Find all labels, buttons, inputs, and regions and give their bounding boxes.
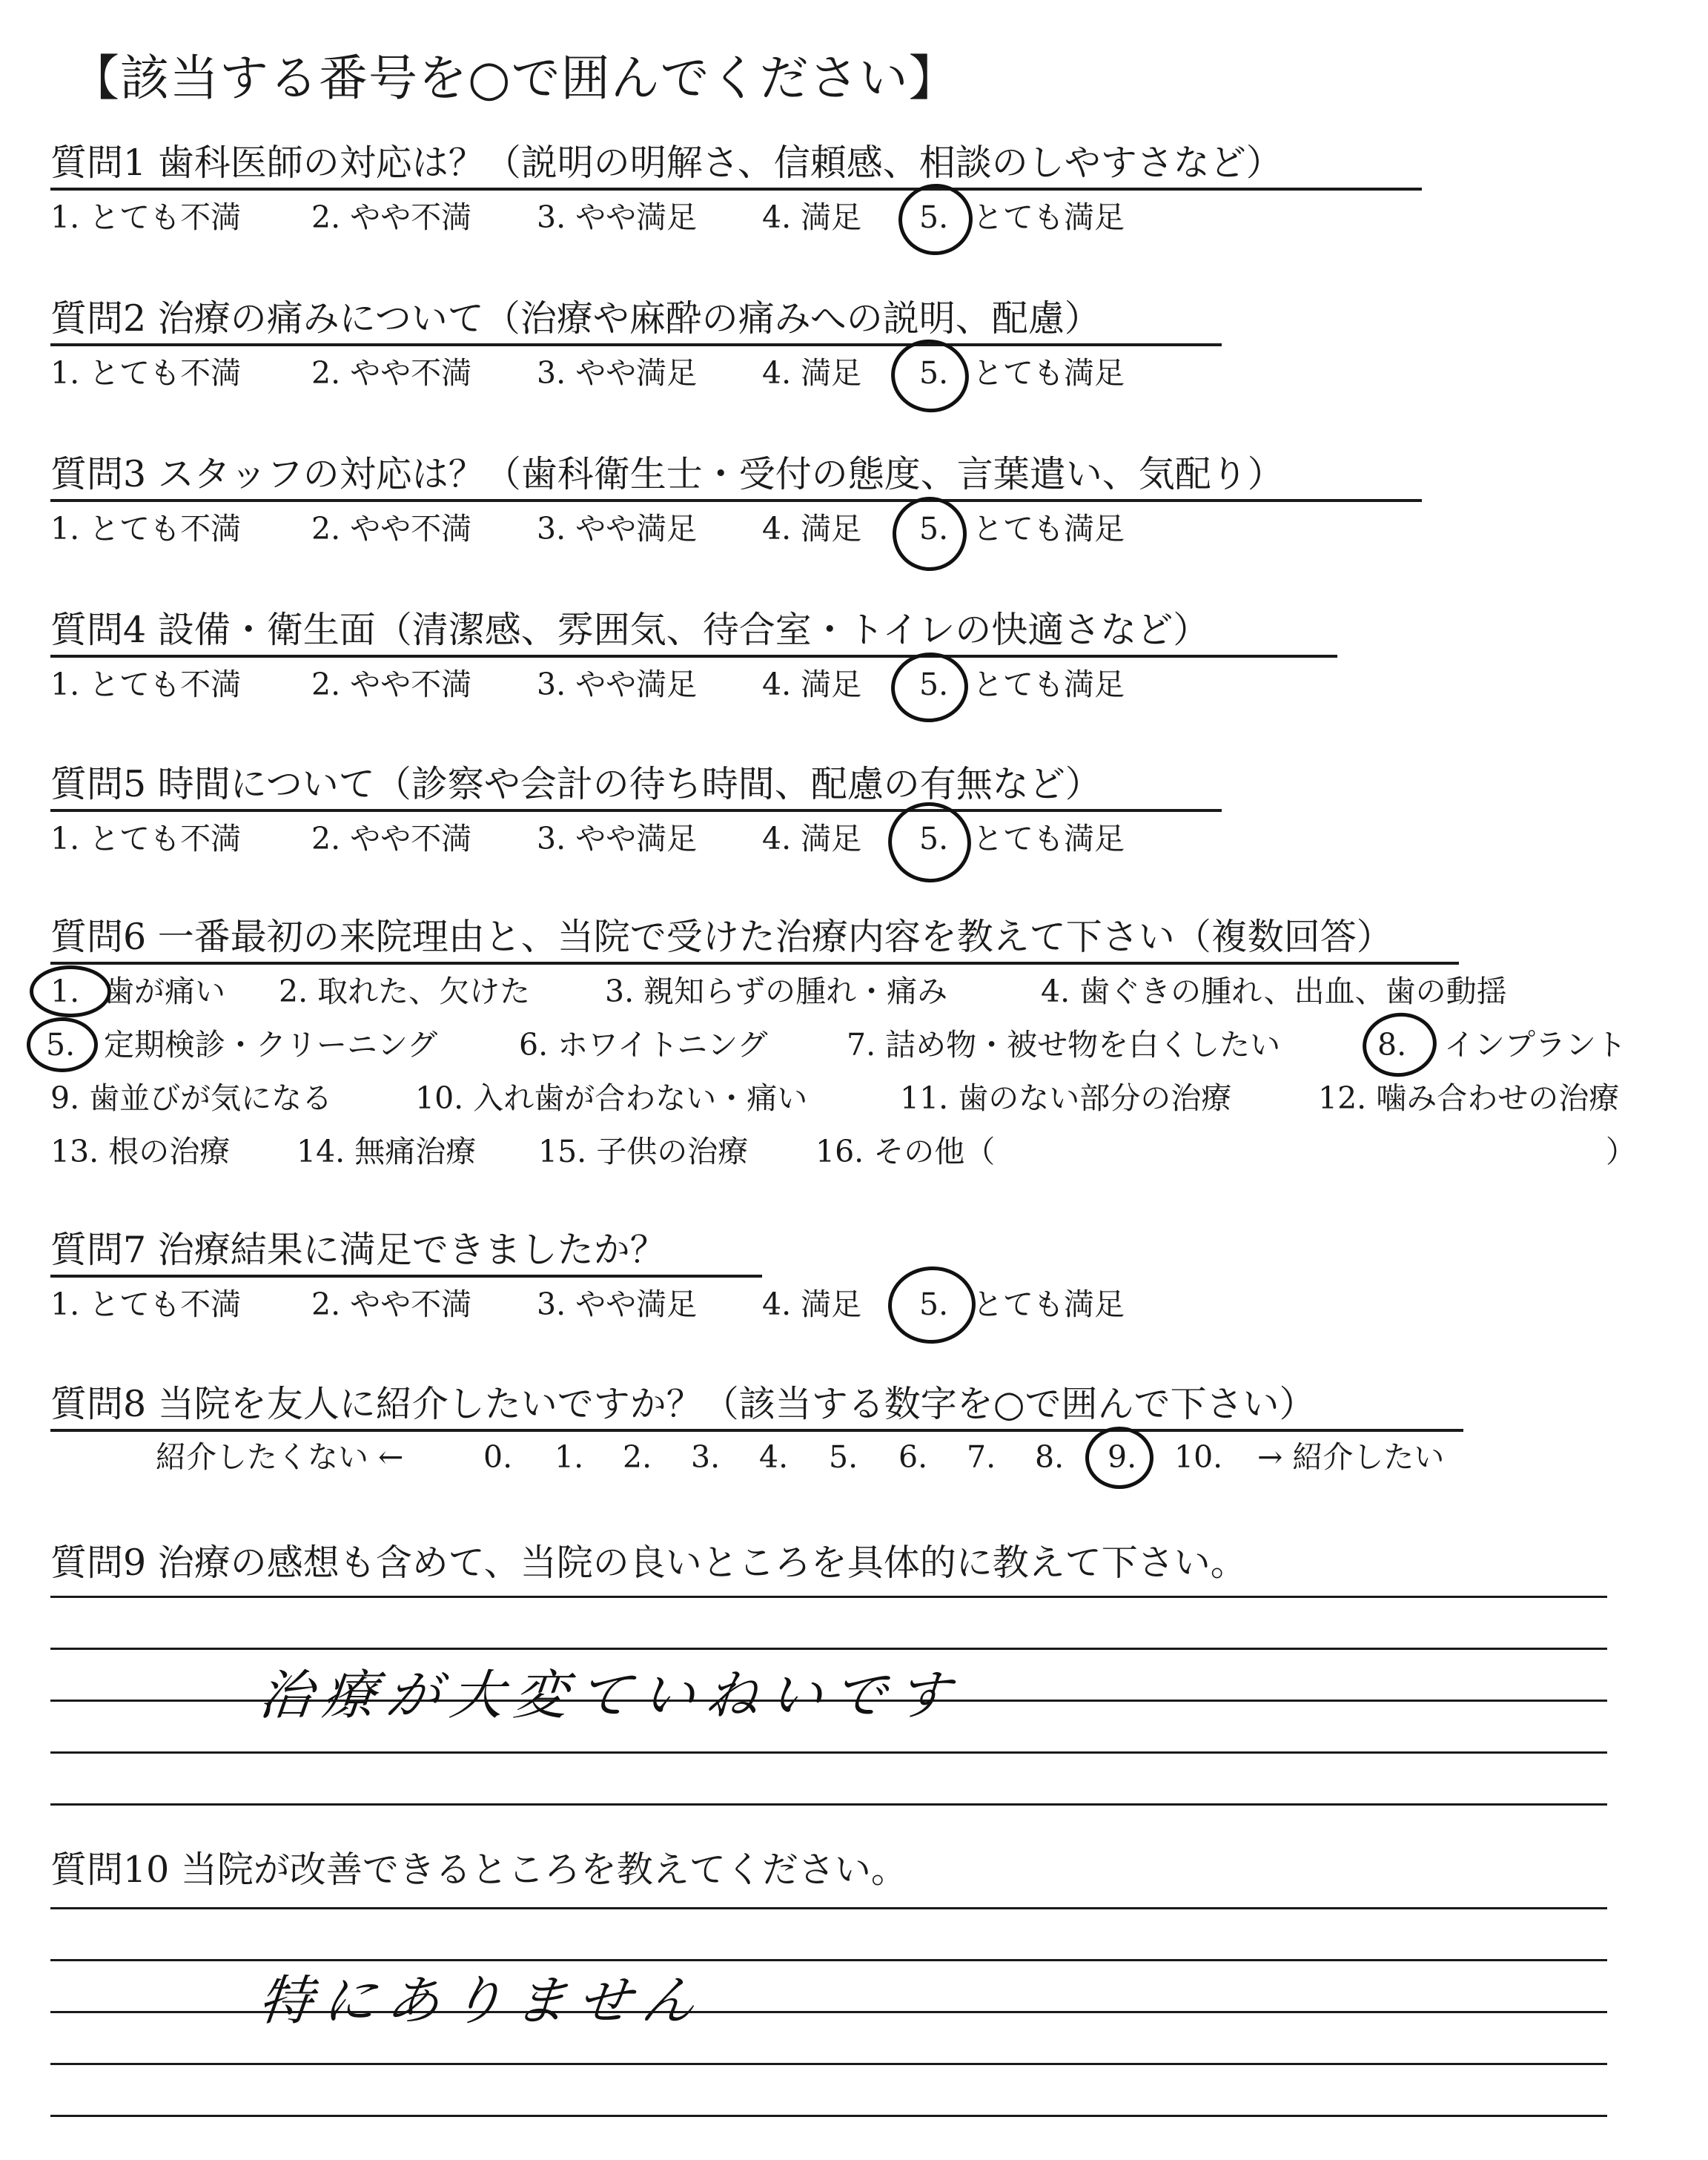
q8-option-3[interactable]: 3. xyxy=(691,1439,721,1475)
q9-answer-line-5 xyxy=(50,1803,1607,1806)
q1-option-3[interactable]: 3. やや満足 xyxy=(537,199,698,235)
q8-option-4[interactable]: 4. xyxy=(759,1439,789,1475)
q6-option-16[interactable]: 16. その他（ xyxy=(815,1134,996,1169)
q6-option-13[interactable]: 13. 根の治療 xyxy=(50,1134,231,1169)
question-7-underline xyxy=(50,1275,762,1278)
q8-option-1[interactable]: 1. xyxy=(555,1439,584,1475)
question-8-underline xyxy=(50,1429,1463,1432)
q8-option-8[interactable]: 8. xyxy=(1035,1439,1065,1475)
q4-option-5[interactable]: 5. xyxy=(919,667,949,702)
q5-option-5[interactable]: 5. xyxy=(919,821,949,856)
q3-option-5-label: とても満足 xyxy=(973,511,1125,546)
q1-selection-circle xyxy=(894,179,977,260)
q7-option-1[interactable]: 1. とても不満 xyxy=(50,1287,242,1322)
q9-answer-line-1 xyxy=(50,1596,1607,1598)
q6-option-16-close: ） xyxy=(1606,1134,1636,1169)
q5-option-1[interactable]: 1. とても不満 xyxy=(50,821,242,856)
q1-option-2[interactable]: 2. やや不満 xyxy=(311,199,472,235)
q10-handwritten-answer[interactable]: 特にありません xyxy=(255,1969,709,2032)
q8-option-9[interactable]: 9. xyxy=(1108,1439,1137,1475)
q6-selection-circle-8 xyxy=(1359,1008,1441,1081)
q6-option-14[interactable]: 14. 無痛治療 xyxy=(297,1134,477,1169)
q2-option-2[interactable]: 2. やや不満 xyxy=(311,355,472,391)
q6-option-8-label: インプラント xyxy=(1444,1027,1626,1063)
q6-option-6[interactable]: 6. ホワイトニング xyxy=(519,1027,768,1063)
q8-option-2[interactable]: 2. xyxy=(623,1439,652,1475)
q7-option-5[interactable]: 5. xyxy=(919,1287,949,1322)
q4-option-1[interactable]: 1. とても不満 xyxy=(50,667,242,702)
question-7-title: 質問7 治療結果に満足できましたか？ xyxy=(50,1229,666,1271)
q4-option-4[interactable]: 4. 満足 xyxy=(762,667,862,702)
q9-answer-line-4 xyxy=(50,1751,1607,1754)
q2-option-5-label: とても満足 xyxy=(973,355,1125,391)
q5-option-2[interactable]: 2. やや不満 xyxy=(311,821,472,856)
q7-option-2[interactable]: 2. やや不満 xyxy=(311,1287,472,1322)
q8-option-5[interactable]: 5. xyxy=(829,1439,858,1475)
q2-option-1[interactable]: 1. とても不満 xyxy=(50,355,242,391)
q8-option-7[interactable]: 7. xyxy=(967,1439,996,1475)
q6-option-15[interactable]: 15. 子供の治療 xyxy=(538,1134,749,1169)
question-6-underline xyxy=(50,962,1459,965)
question-3-underline xyxy=(50,499,1422,502)
q6-option-10[interactable]: 10. 入れ歯が合わない・痛い xyxy=(415,1080,808,1116)
q8-option-6[interactable]: 6. xyxy=(898,1439,928,1475)
question-3-title: 質問3 スタッフの対応は？（歯科衛生士・受付の態度、言葉遣い、気配り） xyxy=(50,453,1284,495)
question-5-title: 質問5 時間について（診察や会計の待ち時間、配慮の有無など） xyxy=(50,763,1102,805)
q4-option-3[interactable]: 3. やや満足 xyxy=(537,667,698,702)
q6-option-2[interactable]: 2. 取れた、欠けた xyxy=(279,974,531,1009)
q6-option-5-label: 定期検診・クリーニング xyxy=(104,1027,438,1063)
q6-option-1-label: 歯が痛い xyxy=(104,974,225,1009)
q3-option-4[interactable]: 4. 満足 xyxy=(762,511,862,546)
q3-selection-circle xyxy=(889,493,970,575)
q10-answer-line-1 xyxy=(50,1907,1607,1909)
q4-option-2[interactable]: 2. やや不満 xyxy=(311,667,472,702)
question-1-underline xyxy=(50,188,1422,191)
q5-option-4[interactable]: 4. 満足 xyxy=(762,821,862,856)
q5-option-3[interactable]: 3. やや満足 xyxy=(537,821,698,856)
q6-selection-circle-5 xyxy=(27,1017,98,1072)
question-5-underline xyxy=(50,809,1222,812)
q1-option-1[interactable]: 1. とても不満 xyxy=(50,199,242,235)
q2-option-5[interactable]: 5. xyxy=(919,355,949,391)
question-1-title: 質問1 歯科医師の対応は？（説明の明解さ、信頼感、相談のしやすさなど） xyxy=(50,142,1282,184)
q2-option-4[interactable]: 4. 満足 xyxy=(762,355,862,391)
q8-selection-circle xyxy=(1085,1427,1153,1489)
q6-option-7[interactable]: 7. 詰め物・被せ物を白くしたい xyxy=(847,1027,1281,1063)
q3-option-2[interactable]: 2. やや不満 xyxy=(311,511,472,546)
question-2-underline xyxy=(50,343,1222,346)
q6-option-1-number[interactable]: 1. xyxy=(50,974,80,1009)
q3-option-3[interactable]: 3. やや満足 xyxy=(537,511,698,546)
question-9-title: 質問9 治療の感想も含めて、当院の良いところを具体的に教えて下さい。 xyxy=(50,1542,1247,1584)
q7-selection-circle xyxy=(886,1264,979,1347)
q5-option-5-label: とても満足 xyxy=(973,821,1125,856)
q6-option-9[interactable]: 9. 歯並びが気になる xyxy=(50,1080,333,1116)
q10-answer-line-4 xyxy=(50,2063,1607,2065)
q6-selection-circle-1 xyxy=(30,965,111,1017)
q8-option-10[interactable]: 10. xyxy=(1174,1439,1223,1475)
question-2-title: 質問2 治療の痛みについて（治療や麻酔の痛みへの説明、配慮） xyxy=(50,297,1101,340)
q7-option-5-label: とても満足 xyxy=(973,1287,1125,1322)
q6-option-8-number[interactable]: 8. xyxy=(1377,1027,1407,1063)
question-6-title: 質問6 一番最初の来院理由と、当院で受けた治療内容を教えて下さい（複数回答） xyxy=(50,916,1393,958)
q6-option-4[interactable]: 4. 歯ぐきの腫れ、出血、歯の動揺 xyxy=(1041,974,1507,1009)
q6-option-3[interactable]: 3. 親知らずの腫れ・痛み xyxy=(605,974,948,1009)
q7-option-3[interactable]: 3. やや満足 xyxy=(537,1287,698,1322)
q3-option-1[interactable]: 1. とても不満 xyxy=(50,511,242,546)
q6-option-5-number[interactable]: 5. xyxy=(46,1027,76,1063)
q1-option-4[interactable]: 4. 満足 xyxy=(762,199,862,235)
q9-handwritten-answer[interactable]: 治療が大変ていねいです xyxy=(255,1664,964,1726)
q8-option-0[interactable]: 0. xyxy=(483,1439,513,1475)
q1-option-5[interactable]: 5. xyxy=(919,199,949,235)
q6-option-11[interactable]: 11. 歯のない部分の治療 xyxy=(900,1080,1232,1116)
q8-left-label: 紹介したくない ← xyxy=(156,1439,404,1475)
question-10-title: 質問10 当院が改善できるところを教えてください。 xyxy=(50,1849,907,1891)
q2-option-3[interactable]: 3. やや満足 xyxy=(537,355,698,391)
q3-option-5[interactable]: 5. xyxy=(919,511,949,546)
form-title: 【該当する番号を○で囲んでください】 xyxy=(70,50,959,107)
question-4-title: 質問4 設備・衛生面（清潔感、雰囲気、待合室・トイレの快適さなど） xyxy=(50,609,1210,651)
q8-right-label: → 紹介したい xyxy=(1257,1439,1445,1475)
question-8-title: 質問8 当院を友人に紹介したいですか？（該当する数字を○で囲んで下さい） xyxy=(50,1383,1316,1425)
q10-answer-line-5 xyxy=(50,2115,1607,2117)
question-4-underline xyxy=(50,655,1337,658)
q1-option-5-label: とても満足 xyxy=(973,199,1125,235)
q9-answer-line-2 xyxy=(50,1648,1607,1650)
q4-option-5-label: とても満足 xyxy=(973,667,1125,702)
q6-option-12[interactable]: 12. 噛み合わせの治療 xyxy=(1318,1080,1620,1116)
q7-option-4[interactable]: 4. 満足 xyxy=(762,1287,862,1322)
q4-selection-circle xyxy=(887,649,971,726)
